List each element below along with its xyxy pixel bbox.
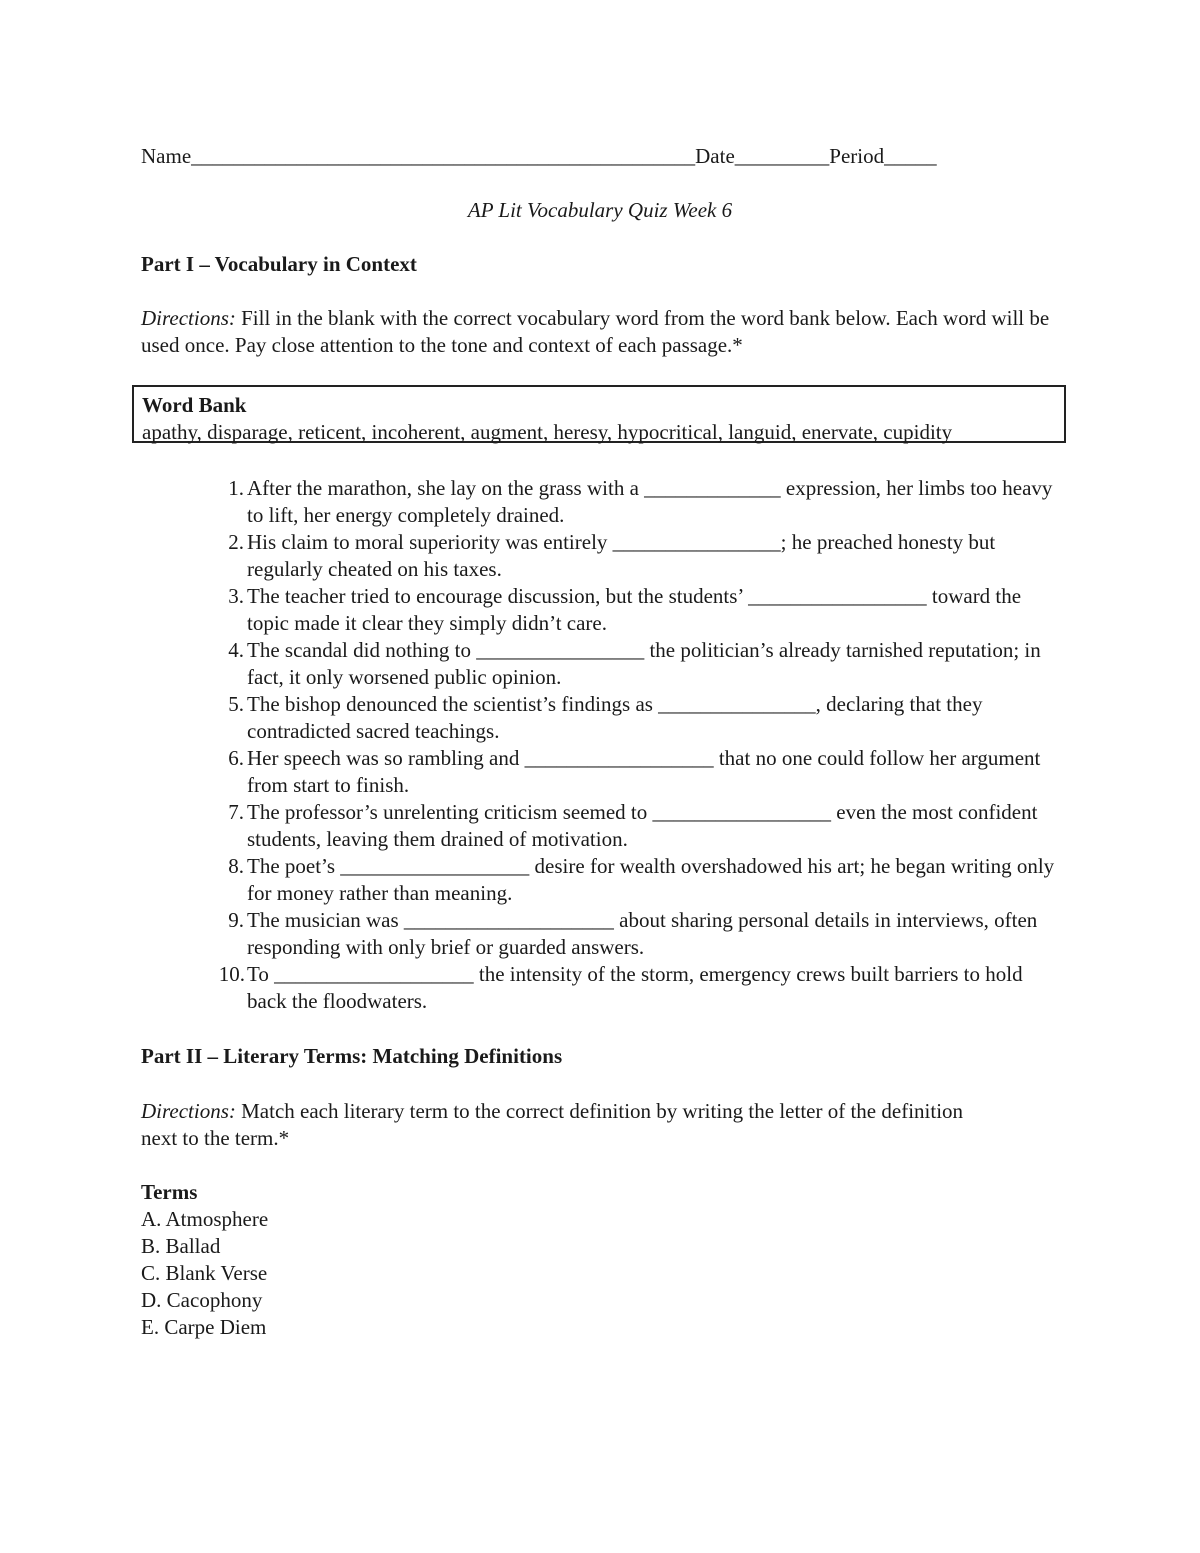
question-item	[141, 799, 1061, 853]
quiz-title: AP Lit Vocabulary Quiz Week 6	[467, 198, 733, 222]
question-item	[141, 691, 1061, 745]
question-number: 6.	[228, 746, 244, 770]
term-item: E. Carpe Diem	[141, 1315, 267, 1339]
question-text: Her speech was so rambling and __________________ that no one could follow her argument from start to finish.	[247, 746, 1041, 797]
question-item	[141, 853, 1061, 907]
term-item: D. Cacophony	[141, 1288, 263, 1312]
word-bank-box	[132, 385, 1066, 443]
question-text: The musician was ____________________ about sharing personal details in interviews, often responding with only brief or guarded answers.	[247, 908, 1038, 959]
question-text: To ___________________ the intensity of the storm, emergency crews built barriers to hold back the floodwaters.	[247, 962, 1023, 1013]
terms-heading: Terms	[141, 1180, 198, 1204]
question-number: 3.	[228, 584, 244, 608]
question-number: 4.	[228, 638, 244, 662]
question-text: The professor’s unrelenting criticism seemed to _________________ even the most confident students, leaving them drained of motivation.	[247, 800, 1038, 851]
question-item	[141, 907, 1061, 961]
part2-heading: Part II – Literary Terms: Matching Definitions	[141, 1044, 563, 1068]
part1-directions	[141, 305, 1071, 359]
question-text: His claim to moral superiority was entirely ________________; he preached honesty but regularly cheated on his taxes.	[247, 530, 996, 581]
question-item	[141, 637, 1061, 691]
term-item: C. Blank Verse	[141, 1261, 268, 1285]
part2-directions	[141, 1098, 1001, 1152]
question-number: 10.	[218, 962, 245, 986]
terms-list	[141, 1206, 268, 1341]
question-text: The poet’s __________________ desire for wealth overshadowed his art; he began writing only for money rather than meaning.	[247, 854, 1055, 905]
part1-directions-label: Directions:	[141, 306, 236, 330]
question-number: 9.	[228, 908, 244, 932]
part1-heading: Part I – Vocabulary in Context	[141, 252, 417, 276]
question-number: 5.	[228, 692, 244, 716]
term-item: B. Ballad	[141, 1234, 221, 1258]
question-number: 8.	[228, 854, 244, 878]
question-number: 7.	[228, 800, 244, 824]
question-item	[141, 745, 1061, 799]
question-text: The scandal did nothing to ________________ the politician’s already tarnished reputation; in fact, it only worsened public opinion.	[247, 638, 1041, 689]
question-text: The bishop denounced the scientist’s findings as _______________, declaring that they contradicted sacred teachings.	[247, 692, 983, 743]
question-text: After the marathon, she lay on the grass with a _____________ expression, her limbs too heavy to lift, her energy completely drained.	[247, 476, 1053, 527]
question-item	[141, 529, 1061, 583]
question-item	[141, 961, 1061, 1015]
term-item: A. Atmosphere	[141, 1207, 269, 1231]
question-list	[141, 475, 1061, 1015]
question-item	[141, 583, 1061, 637]
word-bank-title: Word Bank	[142, 393, 247, 417]
word-bank-words: apathy, disparage, reticent, incoherent, augment, heresy, hypocritical, languid, enervate, cupidity	[142, 420, 953, 444]
question-text: The teacher tried to encourage discussion, but the students’ _________________ toward the topic made it clear they simply didn’t care.	[247, 584, 1022, 635]
part2-directions-label: Directions:	[141, 1099, 236, 1123]
student-info-line: Name________________________________________________Date_________Period_____	[141, 144, 937, 168]
part1-directions-text: Fill in the blank with the correct vocabulary word from the word bank below. Each word will be used once. Pay close attention to the tone and context of each passage.*	[141, 306, 1050, 357]
part2-directions-text: Match each literary term to the correct definition by writing the letter of the definition next to the term.*	[141, 1099, 964, 1150]
question-item	[141, 475, 1061, 529]
question-number: 1.	[228, 476, 244, 500]
question-number: 2.	[228, 530, 244, 554]
